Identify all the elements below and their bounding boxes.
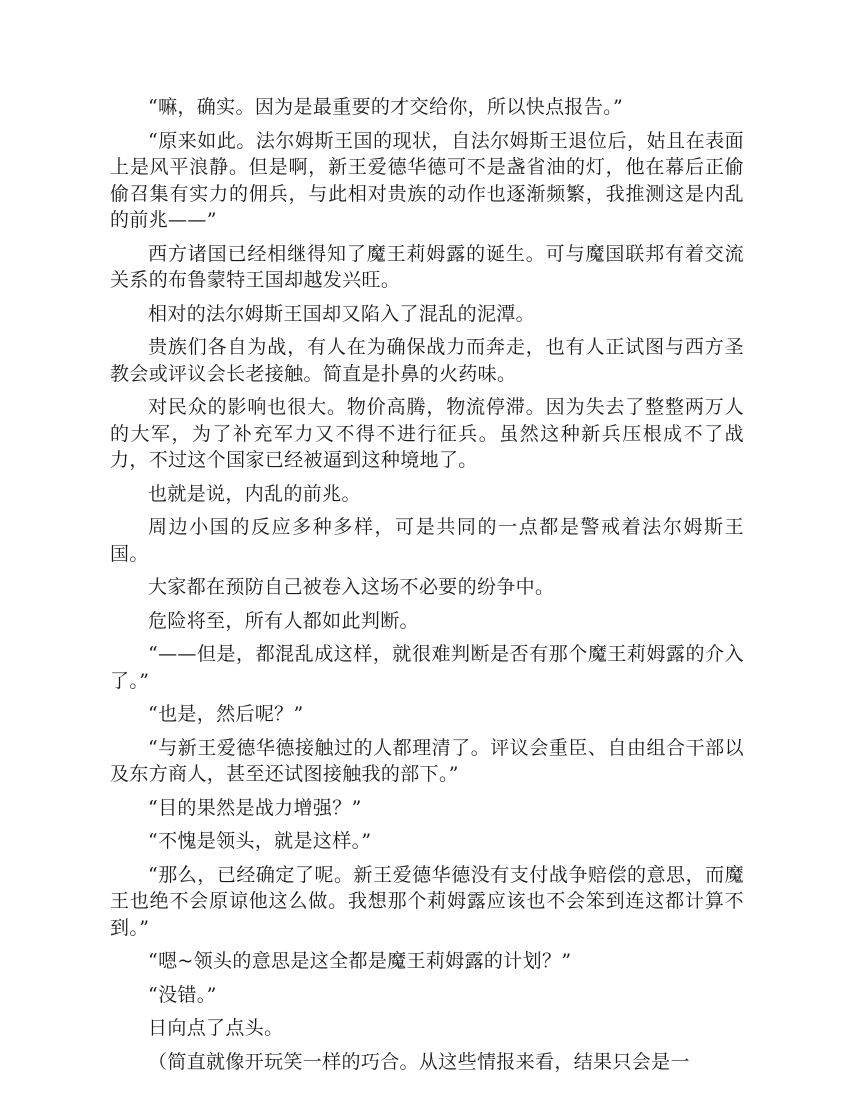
paragraph: 对民众的影响也很大。物价高腾，物流停滞。因为失去了整整两万人的大军，为了补充军力又不得不进行征兵。虽然这种新兵压根成不了战力，不过这个国家已经被逼到这种境地了。 xyxy=(110,396,744,471)
paragraph: 相对的法尔姆斯王国却又陷入了混乱的泥潭。 xyxy=(148,302,536,325)
paragraph: “嗯~领头的意思是这全都是魔王莉姆露的计划？” xyxy=(148,950,572,972)
text-body xyxy=(110,94,744,1082)
paragraph: 危险将至，所有人都如此判断。 xyxy=(148,609,419,632)
paragraph: 日向点了点头。 xyxy=(148,1017,284,1039)
paragraph: 大家都在预防自己被卷入这场不必要的纷争中。 xyxy=(148,576,555,598)
paragraph: “原来如此。法尔姆斯王国的现状，自法尔姆斯王退位后，姑且在表面上是风平浪静。但是啊，新王爱德华德可不是盏省油的灯，他在幕后正偷偷召集有实力的佣兵，与此相对贵族的动作也逐渐频繁，我推测这是内乱的前兆——” xyxy=(110,129,744,231)
paragraph: “那么，已经确定了呢。新王爱德华德没有支付战争赔偿的意思，而魔王也绝不会原谅他这么做。我想那个莉姆露应该也不会笨到连这都计算不到。” xyxy=(110,863,744,939)
paragraph: “与新王爱德华德接触过的人都理清了。评议会重臣、自由组合干部以及东方商人，甚至还试图接触我的部下。” xyxy=(110,736,744,785)
paragraph: （简直就像开玩笑一样的巧合。从这些情报来看，结果只会是一 xyxy=(148,1050,690,1073)
paragraph: 贵族们各自为战，有人在为确保战力而奔走，也有人正试图与西方圣教会或评议会长老接触。简直是扑鼻的火药味。 xyxy=(110,336,744,385)
paragraph: “嘛，确实。因为是最重要的才交给你，所以快点报告。” xyxy=(148,96,624,118)
paragraph: 周边小国的反应多种多样，可是共同的一点都是警戒着法尔姆斯王国。 xyxy=(110,516,744,565)
paragraph: “不愧是领头，就是这样。” xyxy=(148,830,372,852)
paragraph: “也是，然后呢？” xyxy=(148,703,304,725)
paragraph: 西方诸国已经相继得知了魔王莉姆露的诞生。可与魔国联邦有着交流关系的布鲁蒙特王国却越发兴旺。 xyxy=(110,242,744,291)
paragraph: “——但是，都混乱成这样，就很难判断是否有那个魔王莉姆露的介入了。” xyxy=(110,643,744,692)
paragraph: “目的果然是战力增强？” xyxy=(148,796,362,819)
paragraph: 也就是说，内乱的前兆。 xyxy=(148,482,361,505)
paragraph: “没错。” xyxy=(148,983,217,1006)
